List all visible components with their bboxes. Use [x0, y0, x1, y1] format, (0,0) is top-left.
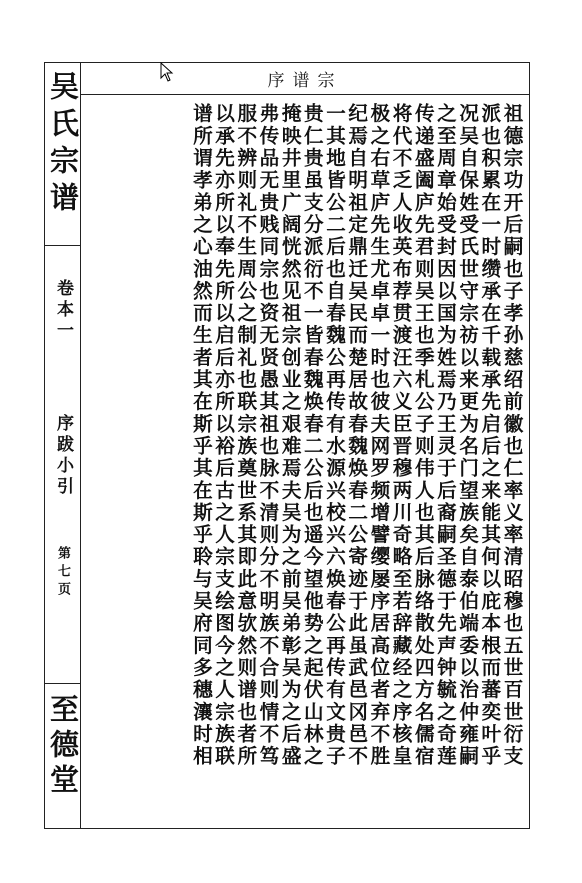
- text-column: 祖德宗功开后嗣也子孝孙慈绍前徽也仁率义率清昭穆也五世百世衍支: [500, 103, 523, 768]
- text-column: 传递盛阖庐先君则吴王也季札公子则伟人也其后脉络散处四方名儒宿: [411, 103, 435, 768]
- hall-name: 至德堂: [46, 694, 80, 799]
- body-text-area: [81, 95, 529, 828]
- side-column: [45, 63, 81, 828]
- text-column: 极之右草庐先生尤卓卓一时也彼夫网罗频增譬缨屡序居高位者弃不胜: [366, 103, 390, 768]
- text-column: 派也积累在一时缵承在千载承先启后之来能其何以庇本根而蕃奕叶乎: [477, 103, 501, 768]
- section-label: 序跋小引: [53, 414, 73, 498]
- text-column: 服不辨则礼不生周公之制礼也联宗族奠世系其即此意欤然则谱也者所: [233, 103, 257, 768]
- text-column: 谱所谓孝弟之心油然而生者其在斯乎其在斯乎聆与吴府同多穗瀼时相: [189, 103, 213, 768]
- text-column: 弗传品无贵贱同宗也资无贤愚其祖也脉不清则分不明族不合则情不笃: [255, 103, 279, 768]
- text-column: 将代不乏人收英布荐贯渡汪六义臣晋穆两川奇略至若辞藏经之序核皇: [389, 103, 413, 768]
- book-title: 吴氏宗谱: [46, 71, 80, 219]
- mouse-pointer-icon: [160, 62, 174, 82]
- book-title-panel: [45, 63, 80, 245]
- top-window-strip: [0, 0, 582, 3]
- volume-panel: [45, 245, 80, 684]
- text-column: 况吴自保姓受氏世守宗祊以来更为名门望族矣自泰伯端委以治仲雍嗣: [455, 103, 479, 768]
- text-column: 一其地皆公二后也自春魏公再传有水源兴校兴六焕春公再传有文贵子: [322, 103, 346, 768]
- text-column: 纪焉自明祖定鼎迁吴民而楚居故春魏焕春二公寄迹于此虽武邑冈邑不: [344, 103, 368, 768]
- header-title: 序谱宗: [267, 71, 343, 91]
- text-column: 之至周章始受封因以国为姓焉乃王灵于后裔嗣圣德于先声钟毓之奇莲: [433, 103, 457, 768]
- text-column: 掩映井里广阔恍然见祖宗创业之艰难焉夫吴为之前吴弟彰吴为之后盛: [278, 103, 302, 768]
- text-column: 以承先亦所以奉先所以启后亦所以裕后古之人宗支绘图今之人宗族联: [211, 103, 235, 768]
- text-column: 贵仁贵虽支分派衍不一皆春魏焕春二公后也遥今望他势之起伏山林之: [300, 103, 324, 768]
- page-frame: [44, 62, 530, 829]
- page-header: [81, 63, 529, 95]
- text-columns: [191, 103, 521, 834]
- hall-panel: [45, 683, 80, 831]
- page-number: 第七页: [55, 546, 70, 600]
- volume-label: 卷本一: [53, 279, 73, 342]
